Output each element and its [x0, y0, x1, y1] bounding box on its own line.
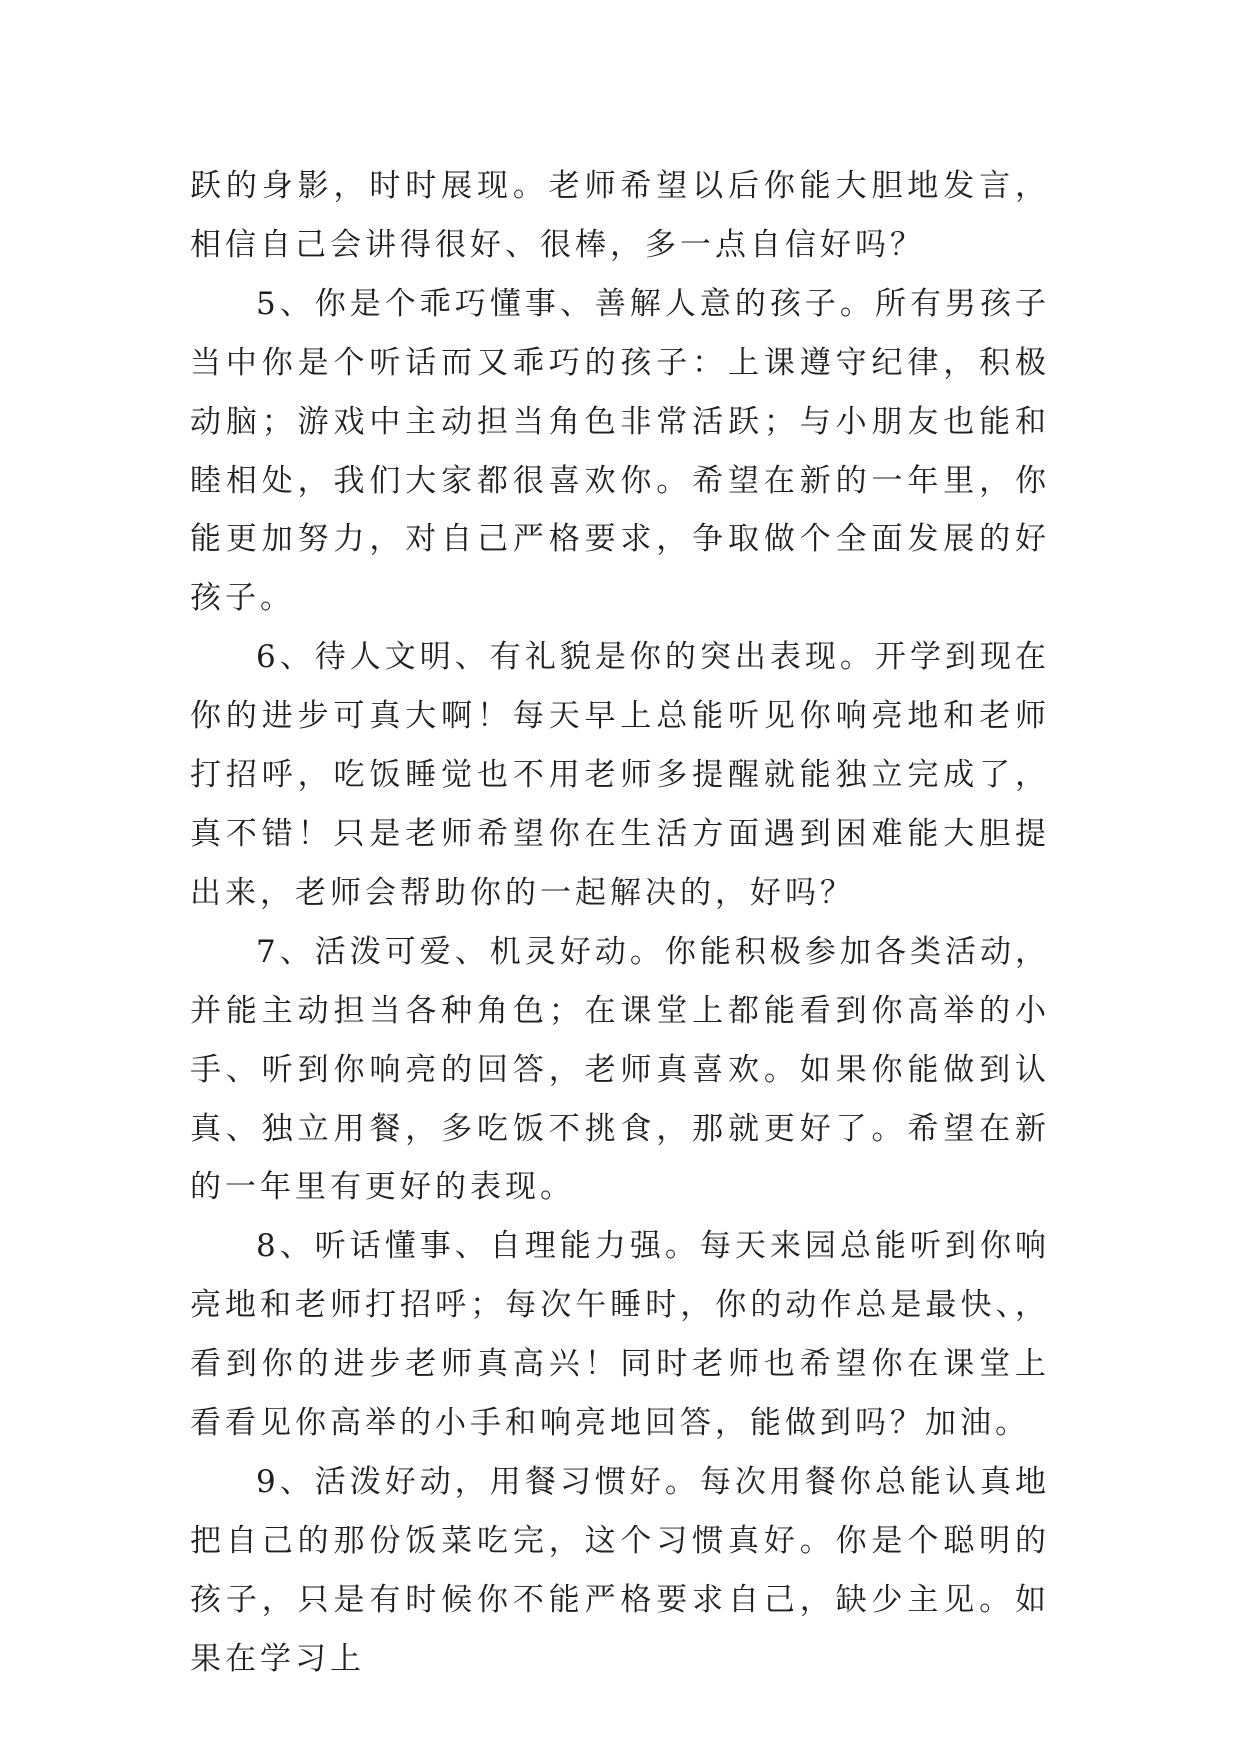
paragraph-8: 8、听话懂事、自理能力强。每天来园总能听到你响亮地和老师打招呼；每次午睡时，你的动作总是最快、，看到你的进步老师真高兴！同时老师也希望你在课堂上看看见你高举的小手和响亮地回答，能做到吗？加油。	[190, 1228, 1050, 1442]
paragraph-9: 9、活泼好动，用餐习惯好。每次用餐你总能认真地把自己的那份饭菜吃完，这个习惯真好。你是个聪明的孩子，只是有时候你不能严格要求自己，缺少主见。如果在学习上	[190, 1463, 1050, 1677]
paragraph-6: 6、待人文明、有礼貌是你的突出表现。开学到现在你的进步可真大啊！每天早上总能听见你响亮地和老师打招呼，吃饭睡觉也不用老师多提醒就能独立完成了，真不错！只是老师希望你在生活方面遇到困难能大胆提出来，老师会帮助你的一起解决的，好吗？	[190, 639, 1050, 911]
document-body	[190, 157, 1050, 1689]
paragraph-5: 5、你是个乖巧懂事、善解人意的孩子。所有男孩子当中你是个听话而又乖巧的孩子：上课遵守纪律，积极动脑；游戏中主动担当角色非常活跃；与小朋友也能和睦相处，我们大家都很喜欢你。希望在新的一年里，你能更加努力，对自己严格要求，争取做个全面发展的好孩子。	[190, 285, 1050, 617]
paragraph-continuation: 跃的身影，时时展现。老师希望以后你能大胆地发言，相信自己会讲得很好、很棒，多一点自信好吗？	[190, 168, 1050, 263]
paragraph-7: 7、活泼可爱、机灵好动。你能积极参加各类活动，并能主动担当各种角色；在课堂上都能看到你高举的小手、听到你响亮的回答，老师真喜欢。如果你能做到认真、独立用餐，多吃饭不挑食，那就更好了。希望在新的一年里有更好的表现。	[190, 933, 1050, 1206]
